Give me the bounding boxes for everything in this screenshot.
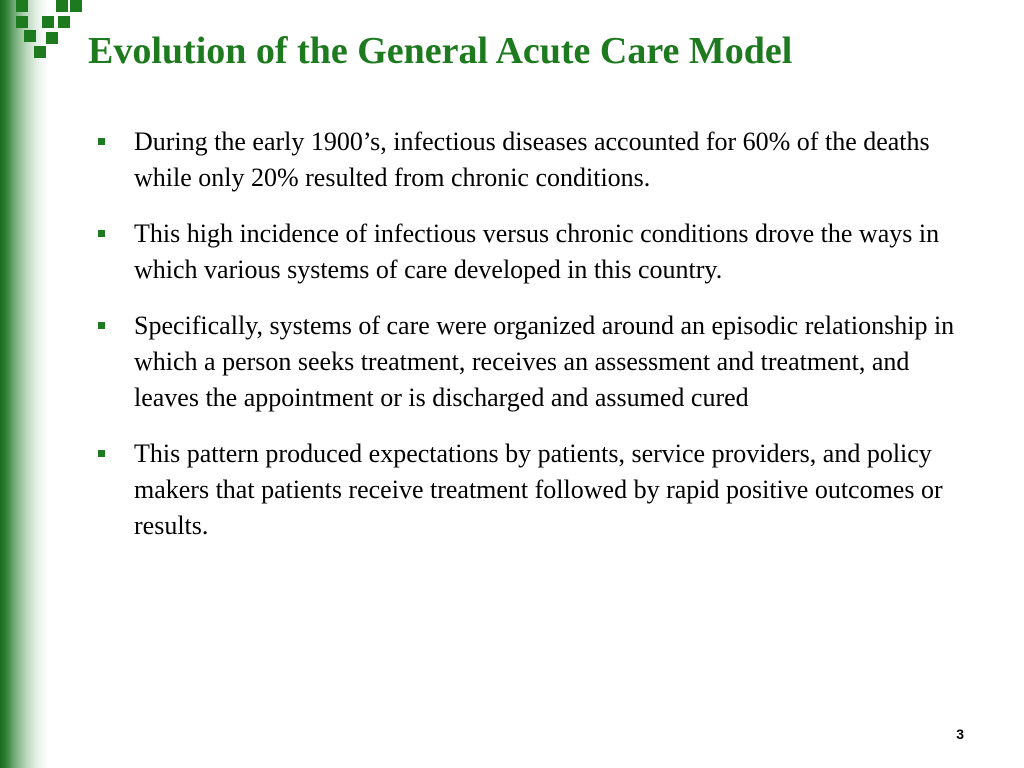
bullet-text: This high incidence of infectious versus chronic conditions drove the ways in which various systems of care developed in this country. — [134, 219, 940, 284]
square-bullet-icon — [98, 322, 105, 329]
left-gradient-bar — [0, 0, 48, 768]
page-number: 3 — [956, 726, 964, 742]
bullet-item — [96, 436, 966, 544]
bullet-list — [96, 124, 966, 564]
bullet-text: Specifically, systems of care were organized around an episodic relationship in which a person seeks treatment, receives an assessment and treatment, and leaves the appointment or is discharged and assumed cured — [134, 311, 955, 412]
slide-title: Evolution of the General Acute Care Model — [88, 30, 793, 72]
bullet-item — [96, 124, 966, 196]
bullet-text: This pattern produced expectations by patients, service providers, and policy makers that patients receive treatment followed by rapid positive outcomes or results. — [134, 439, 943, 540]
bullet-text: During the early 1900’s, infectious diseases accounted for 60% of the deaths while only 20% resulted from chronic conditions. — [134, 127, 930, 192]
bullet-item — [96, 216, 966, 288]
square-bullet-icon — [98, 450, 105, 457]
square-bullet-icon — [98, 138, 105, 145]
bullet-item — [96, 308, 966, 416]
square-bullet-icon — [98, 230, 105, 237]
green-checker-squares-icon — [12, 0, 82, 62]
